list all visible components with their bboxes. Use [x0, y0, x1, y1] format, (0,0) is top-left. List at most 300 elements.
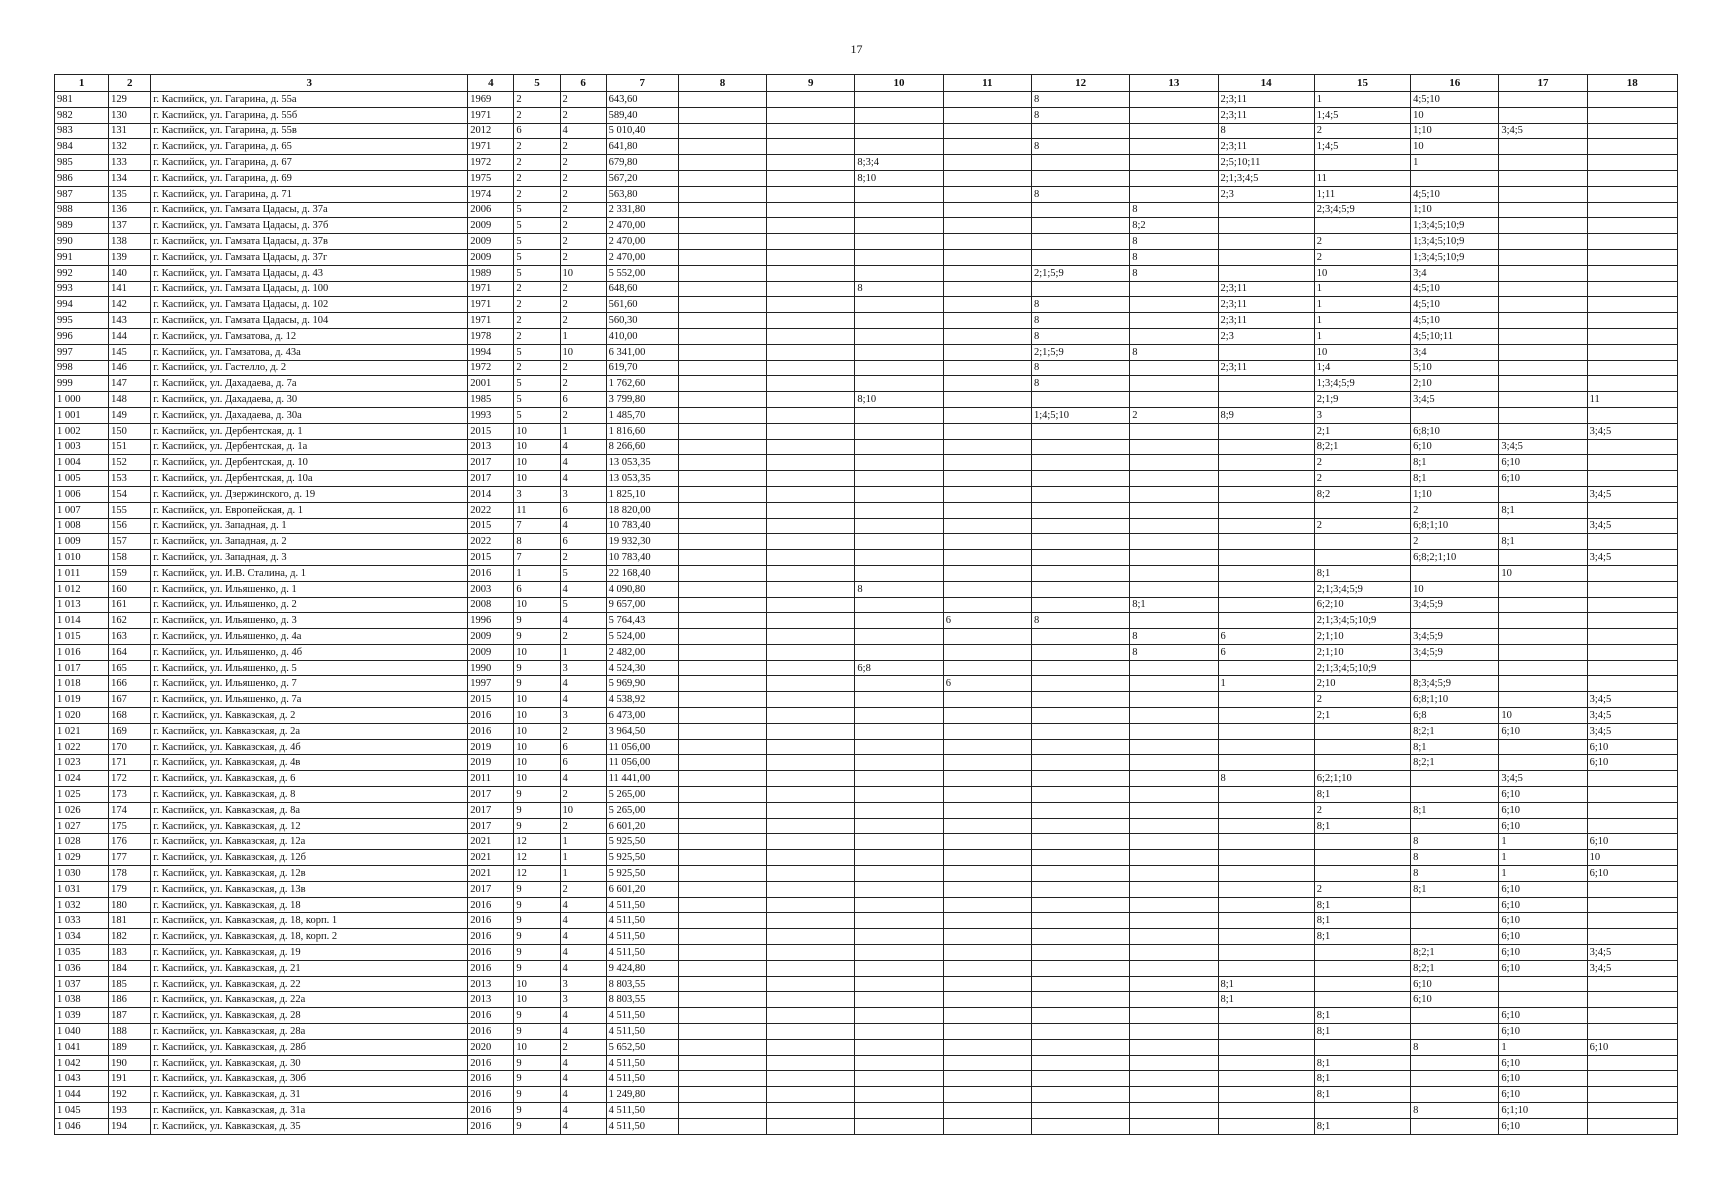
table-row [55, 328, 1678, 344]
column-header: 4 [468, 75, 514, 92]
table-cell [1031, 486, 1129, 502]
table-row [55, 771, 1678, 787]
table-cell [767, 123, 855, 139]
table-cell [943, 486, 1031, 502]
table-cell [855, 234, 943, 250]
table-cell: 985 [55, 155, 109, 171]
table-cell: 561,60 [606, 297, 678, 313]
table-cell: 139 [109, 249, 151, 265]
table-cell: 185 [109, 976, 151, 992]
table-cell: 6 [943, 613, 1031, 629]
column-header: 13 [1130, 75, 1218, 92]
table-cell [1031, 692, 1129, 708]
address-cell: г. Каспийск, ул. Гамзатова, д. 43а [151, 344, 468, 360]
table-cell: 2;3;11 [1218, 281, 1314, 297]
table-cell: 2 [1314, 692, 1410, 708]
table-cell: 8 [1130, 644, 1218, 660]
table-cell: 648,60 [606, 281, 678, 297]
address-cell: г. Каспийск, ул. Кавказская, д. 12б [151, 850, 468, 866]
table-cell: 9 [514, 613, 560, 629]
table-cell: 1;4;5 [1314, 107, 1410, 123]
table-cell [1130, 945, 1218, 961]
table-cell: 982 [55, 107, 109, 123]
table-cell: 2017 [468, 455, 514, 471]
table-cell [678, 502, 766, 518]
table-cell [678, 676, 766, 692]
table-cell [855, 739, 943, 755]
table-cell: 6;10 [1587, 755, 1677, 771]
table-cell [1218, 202, 1314, 218]
address-cell: г. Каспийск, ул. Ильяшенко, д. 4а [151, 629, 468, 645]
table-cell: 2 470,00 [606, 218, 678, 234]
table-row [55, 818, 1678, 834]
table-cell: 8 [855, 281, 943, 297]
table-cell: 177 [109, 850, 151, 866]
table-cell [943, 550, 1031, 566]
table-cell: 2 [1314, 123, 1410, 139]
table-cell [1218, 1087, 1314, 1103]
table-header-row [55, 75, 1678, 92]
table-cell [767, 297, 855, 313]
address-cell: г. Каспийск, ул. Дзержинского, д. 19 [151, 486, 468, 502]
column-header: 17 [1499, 75, 1587, 92]
table-cell: 2009 [468, 249, 514, 265]
table-row [55, 265, 1678, 281]
table-cell [1499, 139, 1587, 155]
table-cell [855, 692, 943, 708]
address-cell: г. Каспийск, ул. Дербентская, д. 10 [151, 455, 468, 471]
table-cell: 1 031 [55, 881, 109, 897]
table-cell: 2016 [468, 1103, 514, 1119]
table-cell: 8;1 [1411, 802, 1499, 818]
table-cell: 2 [560, 139, 606, 155]
table-cell: 2 [560, 1039, 606, 1055]
table-cell: 1 042 [55, 1055, 109, 1071]
table-cell [1218, 265, 1314, 281]
table-cell: 2 [560, 202, 606, 218]
table-cell: 6;10 [1587, 834, 1677, 850]
table-cell: 1;11 [1314, 186, 1410, 202]
table-cell: 3 [560, 708, 606, 724]
table-cell: 1 485,70 [606, 407, 678, 423]
table-cell: 9 [514, 960, 560, 976]
table-cell: 167 [109, 692, 151, 708]
table-cell: 1 [560, 866, 606, 882]
table-cell: 1 020 [55, 708, 109, 724]
table-cell: 410,00 [606, 328, 678, 344]
table-cell [855, 502, 943, 518]
table-cell: 130 [109, 107, 151, 123]
table-cell: 10 [1411, 139, 1499, 155]
table-cell [1130, 723, 1218, 739]
table-cell: 1971 [468, 281, 514, 297]
table-cell: 8;2;1 [1314, 439, 1410, 455]
table-cell: 2 [560, 170, 606, 186]
table-cell [678, 1039, 766, 1055]
table-row [55, 960, 1678, 976]
table-cell: 10 [514, 439, 560, 455]
table-cell: 8;1 [1314, 1055, 1410, 1071]
table-cell: 2013 [468, 976, 514, 992]
table-cell: 8;1 [1411, 881, 1499, 897]
table-cell [943, 123, 1031, 139]
table-cell [855, 186, 943, 202]
table-cell [1587, 328, 1677, 344]
table-cell [1587, 234, 1677, 250]
table-cell: 6 341,00 [606, 344, 678, 360]
table-cell [1130, 471, 1218, 487]
table-cell: 6;8;2;1;10 [1411, 550, 1499, 566]
table-cell: 619,70 [606, 360, 678, 376]
table-cell [855, 613, 943, 629]
table-cell [678, 565, 766, 581]
table-row [55, 1024, 1678, 1040]
table-cell [855, 1087, 943, 1103]
table-cell [943, 1039, 1031, 1055]
address-cell: г. Каспийск, ул. Кавказская, д. 2 [151, 708, 468, 724]
table-cell: 563,80 [606, 186, 678, 202]
table-cell [1130, 1039, 1218, 1055]
table-cell: 1;4 [1314, 360, 1410, 376]
table-cell [1587, 1008, 1677, 1024]
table-cell [943, 455, 1031, 471]
table-cell: 135 [109, 186, 151, 202]
table-cell [1031, 802, 1129, 818]
table-cell: 173 [109, 787, 151, 803]
table-cell [1218, 471, 1314, 487]
table-cell [1218, 929, 1314, 945]
table-cell: 192 [109, 1087, 151, 1103]
table-cell [1130, 692, 1218, 708]
table-cell: 2;1;5;9 [1031, 265, 1129, 281]
table-cell: 6;10 [1411, 976, 1499, 992]
table-cell [678, 344, 766, 360]
table-cell: 10 [514, 1039, 560, 1055]
table-cell: 3;4;5 [1587, 550, 1677, 566]
table-cell [1499, 644, 1587, 660]
table-cell: 5 652,50 [606, 1039, 678, 1055]
table-cell [1218, 708, 1314, 724]
table-cell: 1 044 [55, 1087, 109, 1103]
address-cell: г. Каспийск, ул. Дахадаева, д. 7а [151, 376, 468, 392]
table-row [55, 723, 1678, 739]
table-cell [767, 629, 855, 645]
table-cell [767, 92, 855, 108]
table-cell: 5 265,00 [606, 787, 678, 803]
table-cell [1587, 202, 1677, 218]
table-cell: 1 017 [55, 660, 109, 676]
table-cell [943, 439, 1031, 455]
table-cell: 11 056,00 [606, 755, 678, 771]
table-cell: 2021 [468, 866, 514, 882]
table-row [55, 360, 1678, 376]
table-cell: 2 [514, 186, 560, 202]
column-header: 10 [855, 75, 943, 92]
table-cell: 2 [514, 92, 560, 108]
table-cell: 8;3;4;5;9 [1411, 676, 1499, 692]
table-cell [1314, 502, 1410, 518]
table-row [55, 881, 1678, 897]
table-cell [1130, 1071, 1218, 1087]
column-header: 11 [943, 75, 1031, 92]
table-cell: 8;1 [1218, 976, 1314, 992]
table-cell: 9 [514, 929, 560, 945]
table-cell: 5 [560, 597, 606, 613]
table-cell: 2019 [468, 739, 514, 755]
table-cell [1587, 1087, 1677, 1103]
table-cell: 6;8;10 [1411, 423, 1499, 439]
table-cell: 10 [514, 644, 560, 660]
table-cell [1031, 1071, 1129, 1087]
table-cell: 8;1 [1314, 1118, 1410, 1134]
table-row [55, 92, 1678, 108]
table-cell [1587, 107, 1677, 123]
table-cell: 8;3;4 [855, 155, 943, 171]
table-cell: 4 524,30 [606, 660, 678, 676]
table-cell [1499, 107, 1587, 123]
table-cell: 8;2;1 [1411, 755, 1499, 771]
table-cell: 181 [109, 913, 151, 929]
table-cell [767, 960, 855, 976]
table-cell: 2016 [468, 723, 514, 739]
address-cell: г. Каспийск, ул. Кавказская, д. 6 [151, 771, 468, 787]
table-cell: 4;5;10 [1411, 313, 1499, 329]
table-cell: 1;4;5;10 [1031, 407, 1129, 423]
table-cell [678, 881, 766, 897]
table-cell: 8 [1411, 1103, 1499, 1119]
table-cell: 1 016 [55, 644, 109, 660]
table-cell: 6;8 [1411, 708, 1499, 724]
table-cell: 9 424,80 [606, 960, 678, 976]
table-cell: 6 [1218, 644, 1314, 660]
table-row [55, 739, 1678, 755]
table-cell [767, 1087, 855, 1103]
table-cell: 4 511,50 [606, 929, 678, 945]
table-cell: 8 [1130, 265, 1218, 281]
table-cell [678, 1087, 766, 1103]
address-cell: г. Каспийск, ул. Кавказская, д. 28а [151, 1024, 468, 1040]
table-cell: 132 [109, 139, 151, 155]
table-cell [1130, 676, 1218, 692]
table-cell: 3 [560, 992, 606, 1008]
table-cell [678, 297, 766, 313]
table-cell [1130, 1055, 1218, 1071]
table-row [55, 1055, 1678, 1071]
table-cell [767, 376, 855, 392]
table-cell: 8 [1411, 834, 1499, 850]
table-cell: 1 046 [55, 1118, 109, 1134]
table-cell [767, 471, 855, 487]
table-cell: 172 [109, 771, 151, 787]
table-cell [943, 234, 1031, 250]
table-cell: 6;10 [1499, 723, 1587, 739]
table-cell [1218, 692, 1314, 708]
table-cell [767, 992, 855, 1008]
table-cell [1587, 297, 1677, 313]
table-cell: 166 [109, 676, 151, 692]
table-cell [855, 976, 943, 992]
address-cell: г. Каспийск, ул. Дахадаева, д. 30а [151, 407, 468, 423]
address-cell: г. Каспийск, ул. Гамзата Цадасы, д. 100 [151, 281, 468, 297]
table-cell: 6 [514, 123, 560, 139]
address-cell: г. Каспийск, ул. Западная, д. 2 [151, 534, 468, 550]
table-cell: 2003 [468, 581, 514, 597]
table-cell: 6;2;10 [1314, 597, 1410, 613]
table-cell: 1978 [468, 328, 514, 344]
table-cell [767, 439, 855, 455]
table-row [55, 897, 1678, 913]
table-cell [943, 1055, 1031, 1071]
table-cell [1499, 265, 1587, 281]
table-cell [1587, 265, 1677, 281]
table-cell [943, 170, 1031, 186]
table-cell: 1 040 [55, 1024, 109, 1040]
table-cell: 993 [55, 281, 109, 297]
table-cell [678, 1024, 766, 1040]
table-cell: 2 [514, 297, 560, 313]
table-cell [678, 755, 766, 771]
table-cell [767, 502, 855, 518]
table-cell [1499, 992, 1587, 1008]
table-cell: 5 764,43 [606, 613, 678, 629]
table-cell: 2017 [468, 787, 514, 803]
table-cell: 8;1 [1314, 1087, 1410, 1103]
table-cell: 8 [855, 581, 943, 597]
table-cell [767, 234, 855, 250]
table-cell [1587, 502, 1677, 518]
table-cell [1499, 155, 1587, 171]
table-cell: 2;1;3;4;5;9 [1314, 581, 1410, 597]
table-cell: 4 [560, 913, 606, 929]
table-cell: 10 [1314, 265, 1410, 281]
table-cell: 2 [1130, 407, 1218, 423]
table-cell: 8 [1031, 186, 1129, 202]
table-cell [943, 1008, 1031, 1024]
table-cell [1411, 787, 1499, 803]
table-cell: 2;3;4;5;9 [1314, 202, 1410, 218]
table-cell [1218, 376, 1314, 392]
table-row [55, 249, 1678, 265]
table-cell [678, 834, 766, 850]
table-row [55, 945, 1678, 961]
table-cell [1218, 945, 1314, 961]
table-cell: 178 [109, 866, 151, 882]
table-cell: 9 657,00 [606, 597, 678, 613]
address-cell: г. Каспийск, ул. Западная, д. 1 [151, 518, 468, 534]
table-cell [678, 866, 766, 882]
table-cell [678, 170, 766, 186]
table-cell [1499, 376, 1587, 392]
table-cell: 9 [514, 1071, 560, 1087]
table-cell: 1997 [468, 676, 514, 692]
table-cell [943, 1071, 1031, 1087]
address-cell: г. Каспийск, ул. Кавказская, д. 4б [151, 739, 468, 755]
table-cell: 8 [1130, 234, 1218, 250]
table-cell: 1 [1314, 313, 1410, 329]
address-cell: г. Каспийск, ул. Кавказская, д. 31 [151, 1087, 468, 1103]
table-cell: 2016 [468, 960, 514, 976]
table-cell: 2 [1411, 502, 1499, 518]
table-cell: 641,80 [606, 139, 678, 155]
table-cell [1130, 866, 1218, 882]
table-cell: 2 [560, 155, 606, 171]
table-cell [1411, 613, 1499, 629]
table-row [55, 297, 1678, 313]
table-cell [1130, 802, 1218, 818]
table-cell [1587, 407, 1677, 423]
table-cell [943, 565, 1031, 581]
table-cell: 8;1 [1314, 565, 1410, 581]
table-cell [678, 739, 766, 755]
table-row [55, 802, 1678, 818]
table-cell [943, 107, 1031, 123]
table-cell [855, 629, 943, 645]
table-cell [1314, 739, 1410, 755]
address-cell: г. Каспийск, ул. И.В. Сталина, д. 1 [151, 565, 468, 581]
table-cell [1587, 155, 1677, 171]
table-cell [678, 692, 766, 708]
table-cell [767, 518, 855, 534]
table-cell [767, 218, 855, 234]
address-cell: г. Каспийск, ул. Кавказская, д. 13в [151, 881, 468, 897]
table-cell [1031, 771, 1129, 787]
table-cell [943, 881, 1031, 897]
table-cell [855, 139, 943, 155]
table-cell: 10 [514, 723, 560, 739]
table-cell [943, 297, 1031, 313]
table-cell [943, 960, 1031, 976]
table-cell: 142 [109, 297, 151, 313]
table-cell: 2;1;10 [1314, 644, 1410, 660]
table-cell [855, 249, 943, 265]
table-cell: 5 [560, 565, 606, 581]
table-cell: 8;2 [1130, 218, 1218, 234]
address-cell: г. Каспийск, ул. Гагарина, д. 69 [151, 170, 468, 186]
table-cell: 4 [560, 613, 606, 629]
table-cell: 138 [109, 234, 151, 250]
table-cell: 4 [560, 1118, 606, 1134]
table-cell: 4;5;10 [1411, 297, 1499, 313]
table-cell [1031, 1024, 1129, 1040]
table-cell [1314, 976, 1410, 992]
table-cell [1031, 992, 1129, 1008]
table-cell: 8;9 [1218, 407, 1314, 423]
table-cell: 10 [514, 739, 560, 755]
table-cell: 3;4;5 [1587, 692, 1677, 708]
table-cell: 4;5;10 [1411, 281, 1499, 297]
table-cell [1031, 739, 1129, 755]
table-cell: 2 [560, 281, 606, 297]
table-cell: 183 [109, 945, 151, 961]
table-cell: 10 [514, 692, 560, 708]
table-cell: 4 [560, 960, 606, 976]
table-cell [1587, 629, 1677, 645]
column-header: 16 [1411, 75, 1499, 92]
table-cell: 1 [560, 328, 606, 344]
table-row [55, 613, 1678, 629]
table-cell [678, 1071, 766, 1087]
table-cell: 10 [514, 423, 560, 439]
table-cell [1587, 897, 1677, 913]
table-cell [1130, 1087, 1218, 1103]
table-cell: 3;4;5 [1587, 486, 1677, 502]
table-cell [1499, 581, 1587, 597]
table-cell: 8 803,55 [606, 992, 678, 1008]
table-cell [1587, 992, 1677, 1008]
table-cell: 2016 [468, 929, 514, 945]
table-cell: 11 [514, 502, 560, 518]
table-cell [767, 202, 855, 218]
